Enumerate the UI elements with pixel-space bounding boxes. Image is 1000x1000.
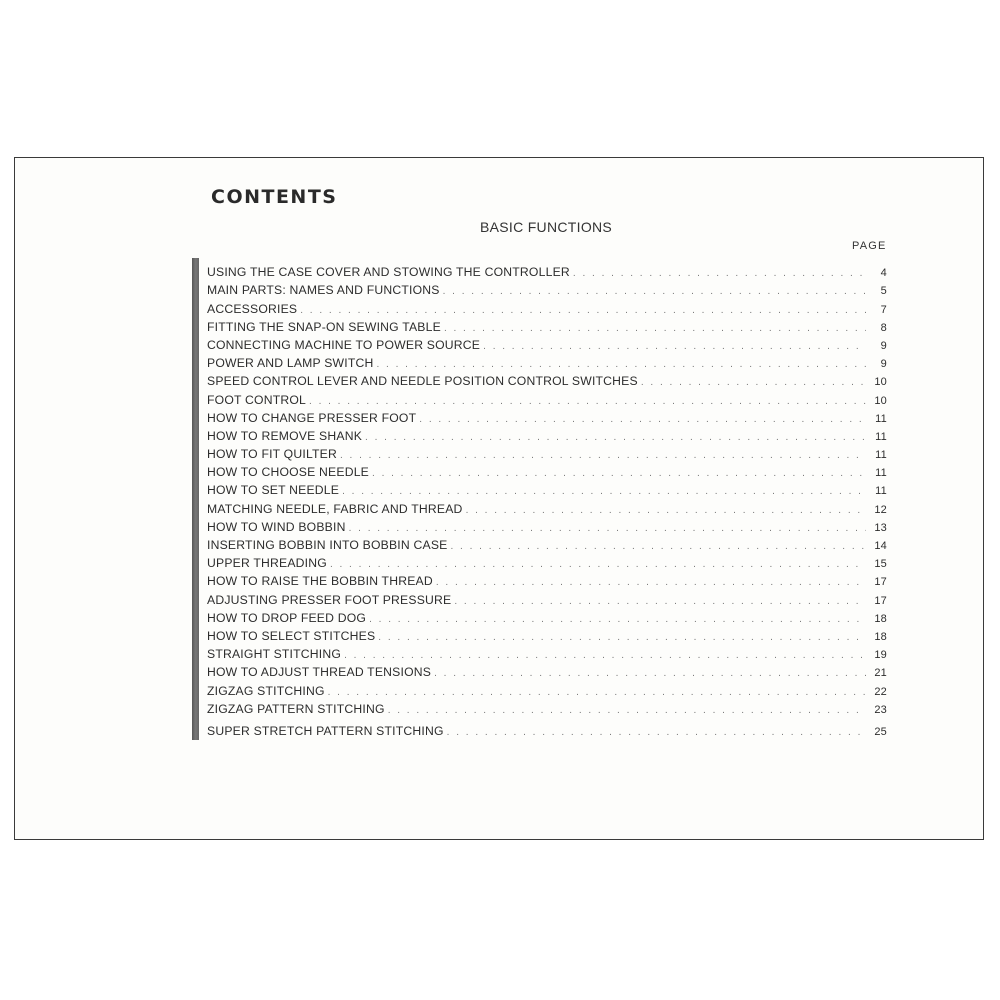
dot-leader — [344, 650, 866, 661]
toc-entry-page: 23 — [874, 703, 887, 716]
toc-entry-label: HOW TO WIND BOBBIN — [207, 519, 346, 534]
toc-entry — [207, 720, 887, 738]
margin-bar — [192, 258, 199, 740]
toc-entry — [207, 643, 887, 661]
toc-entry-label: HOW TO CHOOSE NEEDLE — [207, 465, 370, 480]
toc-entry — [207, 443, 887, 461]
toc-entry-page: 11 — [875, 430, 887, 443]
toc-entry-label: HOW TO CHANGE PRESSER FOOT — [207, 410, 417, 425]
toc-entry-label: USING THE CASE COVER AND STOWING THE CONTROLLER — [207, 265, 570, 280]
dot-leader — [369, 614, 866, 625]
dot-leader — [443, 286, 866, 297]
dot-leader — [436, 577, 866, 588]
toc-entry-label: SPEED CONTROL LEVER AND NEEDLE POSITION CONTROL SWITCHES — [207, 374, 638, 389]
toc-entry-label: FITTING THE SNAP-ON SEWING TABLE — [207, 319, 441, 334]
toc-entry — [207, 552, 887, 570]
toc-entry-label: ACCESSORIES — [207, 301, 298, 316]
table-of-contents — [207, 261, 887, 738]
toc-entry-label: UPPER THREADING — [207, 556, 327, 571]
toc-entry-label: POWER AND LAMP SWITCH — [207, 356, 374, 371]
dot-leader — [300, 305, 866, 316]
dot-leader — [377, 359, 867, 370]
page-column-header: PAGE — [852, 240, 887, 252]
toc-entry-page: 7 — [880, 303, 887, 316]
toc-entry-page: 10 — [874, 394, 887, 407]
toc-entry — [207, 261, 887, 279]
toc-entry-label: HOW TO REMOVE SHANK — [207, 428, 363, 443]
toc-entry — [207, 461, 887, 479]
toc-entry-label: STRAIGHT STITCHING — [207, 647, 342, 662]
toc-entry — [207, 407, 887, 425]
dot-leader — [388, 705, 866, 716]
dot-leader — [349, 523, 866, 534]
toc-entry-label: INSERTING BOBBIN INTO BOBBIN CASE — [207, 538, 448, 552]
toc-entry-label: ZIGZAG STITCHING — [207, 683, 325, 698]
dot-leader — [372, 468, 866, 479]
dot-leader — [419, 414, 866, 425]
dot-leader — [378, 632, 866, 643]
toc-entry-page: 14 — [874, 540, 887, 552]
dot-leader — [573, 268, 866, 279]
toc-entry-label: MAIN PARTS: NAMES AND FUNCTIONS — [207, 283, 440, 298]
toc-entry-page: 9 — [880, 339, 887, 352]
toc-entry-label: ZIGZAG PATTERN STITCHING — [207, 701, 385, 716]
section-heading: BASIC FUNCTIONS — [480, 219, 613, 235]
toc-entry — [207, 497, 887, 515]
dot-leader — [454, 596, 866, 607]
toc-entry — [207, 570, 887, 588]
toc-entry-page: 10 — [874, 376, 887, 389]
dot-leader — [450, 541, 866, 552]
toc-entry-page: 19 — [874, 649, 887, 662]
toc-entry-page: 25 — [874, 725, 887, 738]
toc-entry — [207, 316, 887, 334]
dot-leader — [365, 432, 866, 443]
dot-leader — [342, 486, 866, 497]
toc-entry-label: HOW TO FIT QUILTER — [207, 447, 337, 462]
toc-entry-page: 12 — [874, 503, 887, 516]
dot-leader — [309, 396, 866, 407]
toc-entry-page: 8 — [880, 321, 887, 334]
contents-title: CONTENTS — [211, 186, 338, 208]
toc-entry-label: ADJUSTING PRESSER FOOT PRESSURE — [207, 592, 452, 607]
toc-entry — [207, 425, 887, 443]
toc-entry-page: 17 — [874, 594, 887, 607]
toc-entry — [207, 388, 887, 406]
toc-entry-label: CONNECTING MACHINE TO POWER SOURCE — [207, 337, 481, 352]
dot-leader — [641, 377, 866, 388]
dot-leader — [483, 341, 866, 352]
toc-entry — [207, 534, 887, 552]
toc-entry — [207, 352, 887, 370]
toc-entry — [207, 516, 887, 534]
dot-leader — [444, 323, 866, 334]
toc-entry-page: 5 — [880, 285, 887, 298]
toc-entry-label: SUPER STRETCH PATTERN STITCHING — [207, 723, 444, 738]
toc-entry-page: 9 — [880, 358, 887, 371]
toc-entry-page: 15 — [874, 558, 887, 571]
toc-entry-page: 22 — [874, 685, 887, 698]
toc-entry-label: HOW TO ADJUST THREAD TENSIONS — [207, 665, 432, 680]
toc-entry — [207, 607, 887, 625]
toc-entry — [207, 297, 887, 315]
toc-entry-page: 17 — [874, 576, 887, 589]
toc-entry-page: 11 — [875, 485, 887, 498]
toc-entry — [207, 679, 887, 697]
dot-leader — [447, 727, 866, 738]
dot-leader — [466, 505, 866, 516]
toc-entry-page: 11 — [875, 467, 887, 480]
toc-entry — [207, 334, 887, 352]
toc-entry — [207, 698, 887, 716]
toc-entry — [207, 588, 887, 606]
toc-entry — [207, 625, 887, 643]
toc-entry — [207, 661, 887, 679]
toc-entry — [207, 370, 887, 388]
toc-entry-page: 18 — [874, 612, 887, 625]
toc-entry — [207, 479, 887, 497]
toc-entry-page: 4 — [880, 267, 887, 280]
toc-entry — [207, 279, 887, 297]
toc-entry-label: HOW TO SET NEEDLE — [207, 483, 340, 498]
dot-leader — [340, 450, 866, 461]
dot-leader — [328, 687, 866, 698]
toc-entry-page: 11 — [875, 449, 887, 462]
dot-leader — [330, 559, 866, 570]
toc-entry-page: 18 — [874, 630, 887, 643]
toc-entry-label: HOW TO DROP FEED DOG — [207, 610, 367, 625]
toc-entry-page: 11 — [875, 412, 887, 425]
toc-entry-page: 13 — [874, 521, 887, 534]
dot-leader — [434, 668, 866, 679]
toc-entry-page: 21 — [874, 667, 887, 680]
toc-entry-label: HOW TO RAISE THE BOBBIN THREAD — [207, 574, 433, 589]
toc-entry-label: FOOT CONTROL — [207, 392, 307, 407]
toc-entry-label: MATCHING NEEDLE, FABRIC AND THREAD — [207, 501, 463, 516]
toc-entry-label: HOW TO SELECT STITCHES — [207, 628, 376, 643]
